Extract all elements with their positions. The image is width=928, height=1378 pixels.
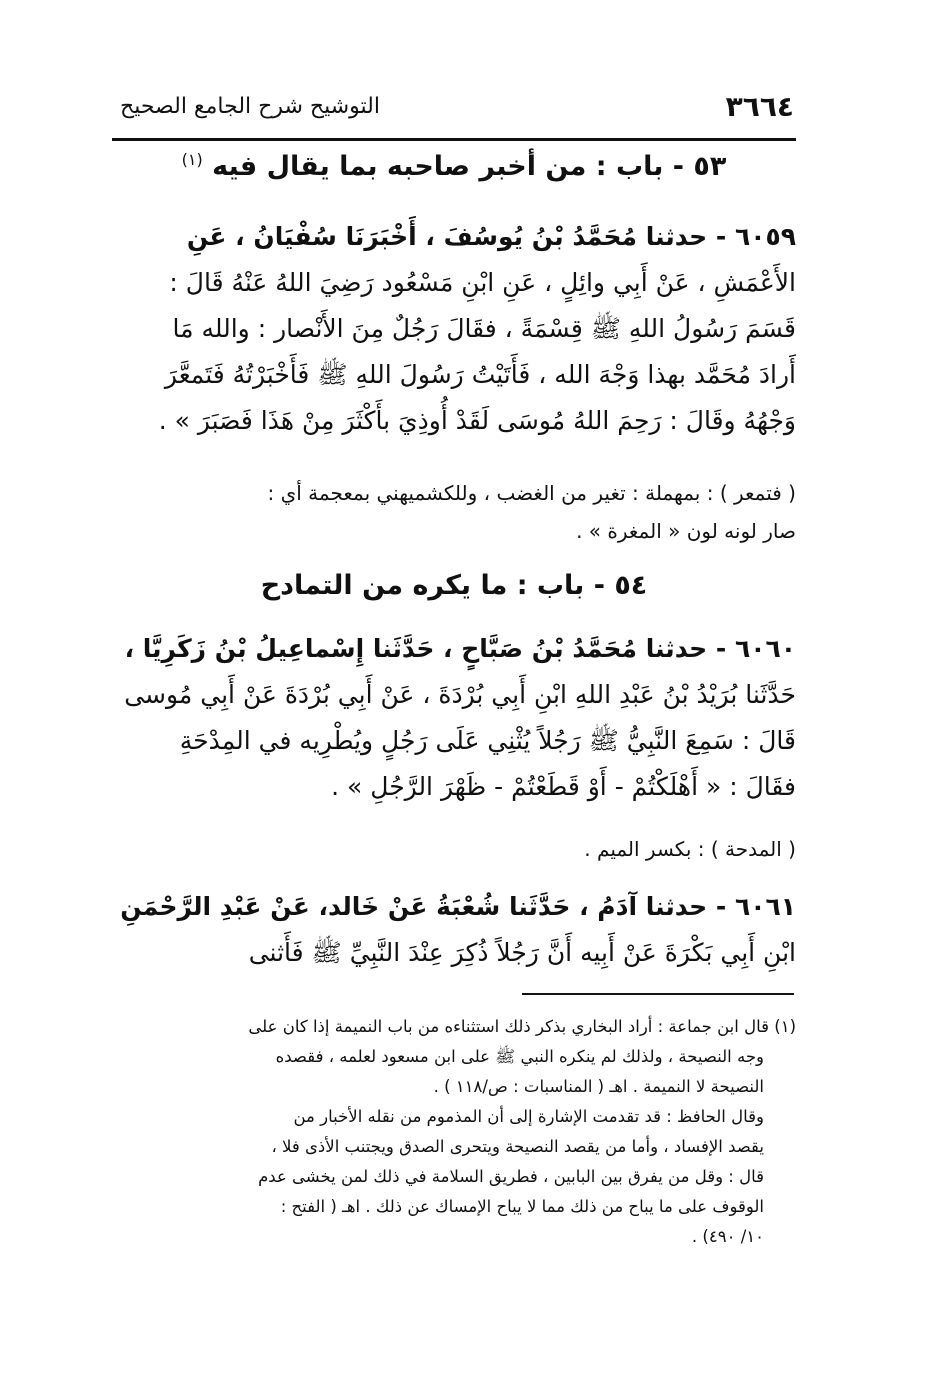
- chapter-54-title-text: ٥٤ - باب : ما يكره من التمادح: [260, 570, 648, 601]
- footnote-line: يقصد الإفساد ، وأما من يقصد النصيحة ويتحرى الصدق ويجتنب الأذى فلا ،: [271, 1137, 764, 1156]
- hadith-6061: [112, 884, 796, 976]
- hadith-line: ٦٠٦١ - حدثنا آدَمُ ، حَدَّثَنا شُعْبَةُ عَنْ خَالد، عَنْ عَبْدِ الرَّحْمَنِ: [120, 892, 796, 921]
- footnote-line: ١٠/ ٤٩٠) .: [691, 1227, 764, 1246]
- hadith-line: حَدَّثَنا بُرَيْدُ بْنُ عَبْدِ اللهِ ابْنِ أَبِي بُرْدَةَ ، عَنْ أَبِي بُرْدَةَ عَنْ أَبِي مُوسى: [124, 680, 796, 709]
- footnote-line: (١) قال ابن جماعة : أراد البخاري بذكر ذلك استثناءه من باب النميمة إذا كان على: [248, 1017, 796, 1036]
- commentary-6060: [112, 830, 796, 868]
- hadith-line: ٦٠٥٩ - حدثنا مُحَمَّدُ بْنُ يُوسُفَ ، أَخْبَرَنَا سُفْيَانُ ، عَنِ: [186, 222, 796, 251]
- commentary-line: صار لونه لون « المغرة » .: [576, 519, 796, 543]
- footnotes: [112, 1012, 796, 1252]
- hadith-line: قَسَمَ رَسُولُ اللهِ ﷺ قِسْمَةً ، فقَالَ رَجُلٌ مِنَ الأَنْصار : والله مَا: [172, 314, 796, 343]
- header-rule: [112, 138, 796, 141]
- hadith-line: قَالَ : سَمِعَ النَّبِيُّ ﷺ رَجُلاً يُثْنِي عَلَى رَجُلٍ ويُطْرِيه في المِدْحَةِ: [179, 726, 796, 755]
- footnote-line: قال : وقل من يفرق بين البابين ، فطريق السلامة في ذلك لمن يخشى عدم: [258, 1167, 764, 1186]
- hadith-line: ابْنِ أَبِي بَكْرَةَ عَنْ أَبِيه أَنَّ رَجُلاً ذُكِرَ عِنْدَ النَّبِيِّ ﷺ فَأَثنى: [248, 938, 796, 967]
- commentary-line: ( المدحة ) : بكسر الميم .: [584, 837, 796, 861]
- chapter-53-title: [112, 150, 796, 182]
- hadith-line: أَرادَ مُحَمَّد بهذا وَجْهَ الله ، فَأَتَيْتُ رَسُولَ اللهِ ﷺ فَأَخْبَرْتُهُ فَتَمعَّرَ: [164, 360, 796, 389]
- footnote-ref[interactable]: (١): [181, 150, 203, 169]
- page-number: ٣٦٦٤: [725, 90, 794, 123]
- running-title: التوشيح شرح الجامع الصحيح: [120, 94, 380, 119]
- footnote-line: الوقوف على ما يباح من ذلك مما لا يباح الإمساك عن ذلك . اهـ ( الفتح :: [280, 1197, 764, 1216]
- footnote-line: وقال الحافظ : قد تقدمت الإشارة إلى أن المذموم من نقله الأخبار من: [293, 1107, 764, 1126]
- hadith-6059: [112, 214, 796, 444]
- footnote-line: وجه النصيحة ، ولذلك لم ينكره النبي ﷺ على ابن مسعود لعلمه ، فقصده: [275, 1047, 764, 1066]
- hadith-line: ٦٠٦٠ - حدثنا مُحَمَّدُ بْنُ صَبَّاحٍ ، حَدَّثَنا إِسْماعِيلُ بْنُ زَكَرِيَّا ،: [124, 634, 796, 663]
- page-header: [112, 84, 794, 134]
- hadith-6060: [112, 626, 796, 810]
- hadith-line: الأَعْمَشِ ، عَنْ أَبِي وائِلٍ ، عَنِ ابْنِ مَسْعُود رَضِيَ اللهُ عَنْهُ قَالَ :: [169, 268, 796, 297]
- hadith-line: فقَالَ : « أَهْلَكْتُمْ - أَوْ قَطَعْتُمْ - ظَهْرَ الرَّجُلِ » .: [331, 772, 796, 801]
- commentary-line: ( فتمعر ) : بمهملة : تغير من الغضب ، وللكشميهني بمعجمة أي :: [267, 481, 796, 505]
- chapter-53-title-text: ٥٣ - باب : من أخبر صاحبه بما يقال فيه: [212, 151, 727, 182]
- hadith-line: وَجْهُهُ وقَالَ : رَحِمَ اللهُ مُوسَى لَقَدْ أُوذِيَ بأَكْثَرَ مِنْ هَذَا فَصَبَرَ » .: [158, 406, 796, 435]
- footnote-separator: [522, 993, 794, 995]
- chapter-54-title: [112, 570, 796, 601]
- commentary-6059: [112, 474, 796, 550]
- footnote-line: النصيحة لا النميمة . اهـ ( المناسبات : ص/١١٨ ) .: [433, 1077, 764, 1096]
